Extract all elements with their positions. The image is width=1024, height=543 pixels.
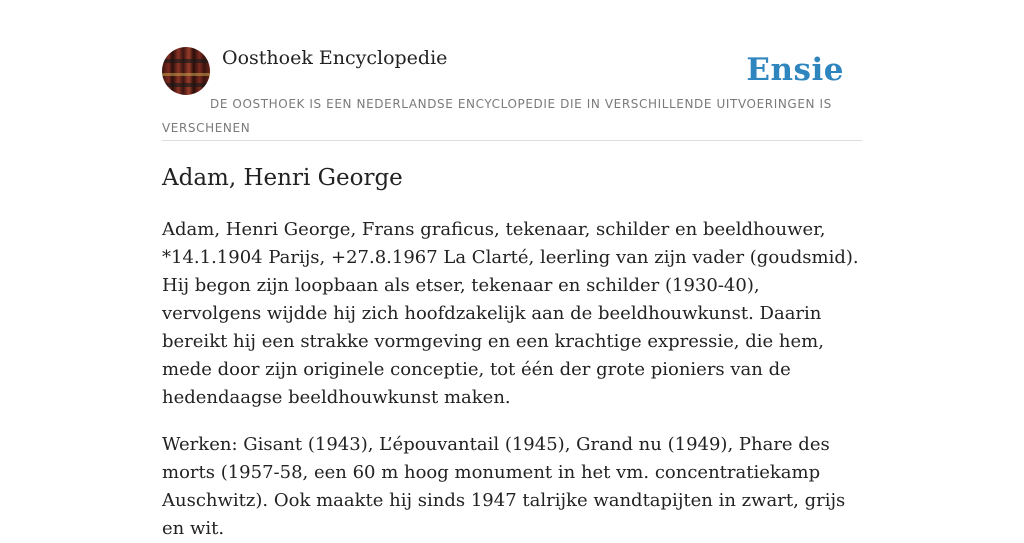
article-paragraph-1: Adam, Henri George, Frans graficus, tekenaar, schilder en beeldhouwer, *14.1.1904 Parijs, +27.8.1967 La Clarté, leerling van zijn vader (goudsmid). Hij begon zijn loopbaan als etser, tekenaar en schilder (1930-40), vervolgens wijdde hij zich hoofdzakelijk aan de beeldhouwkunst. Daarin bereikt hij een strakke vormgeving en een krachtige expressie, die hem, mede door zijn originele conceptie, tot één der grote pioniers van de hedendaagse beeldhouwkunst maken.: [162, 219, 859, 408]
article-paragraph-2: Werken: Gisant (1943), L’épouvantail (1945), Grand nu (1949), Phare des morts (1957-58, een 60 m hoog monument in het vm. concentratiekamp Auschwitz). Ook maakte hij sinds 1947 talrijke wandtapijten in zwart, grijs en wit.: [162, 434, 846, 539]
ensie-logo[interactable]: Ensie: [746, 52, 844, 88]
article: [162, 160, 862, 543]
avatar-band: [162, 59, 210, 63]
site-tagline: DE OOSTHOEK IS EEN NEDERLANDSE ENCYCLOPEDIE DIE IN VERSCHILLENDE UITVOERINGEN IS VERSCHENEN: [162, 97, 832, 135]
site-header: [162, 46, 862, 141]
article-title: Adam, Henri George: [162, 165, 403, 191]
avatar-band: [162, 83, 210, 87]
avatar-band: [162, 73, 210, 76]
encyclopedia-books-icon[interactable]: [162, 47, 210, 95]
site-title-link[interactable]: Oosthoek Encyclopedie: [222, 47, 448, 69]
